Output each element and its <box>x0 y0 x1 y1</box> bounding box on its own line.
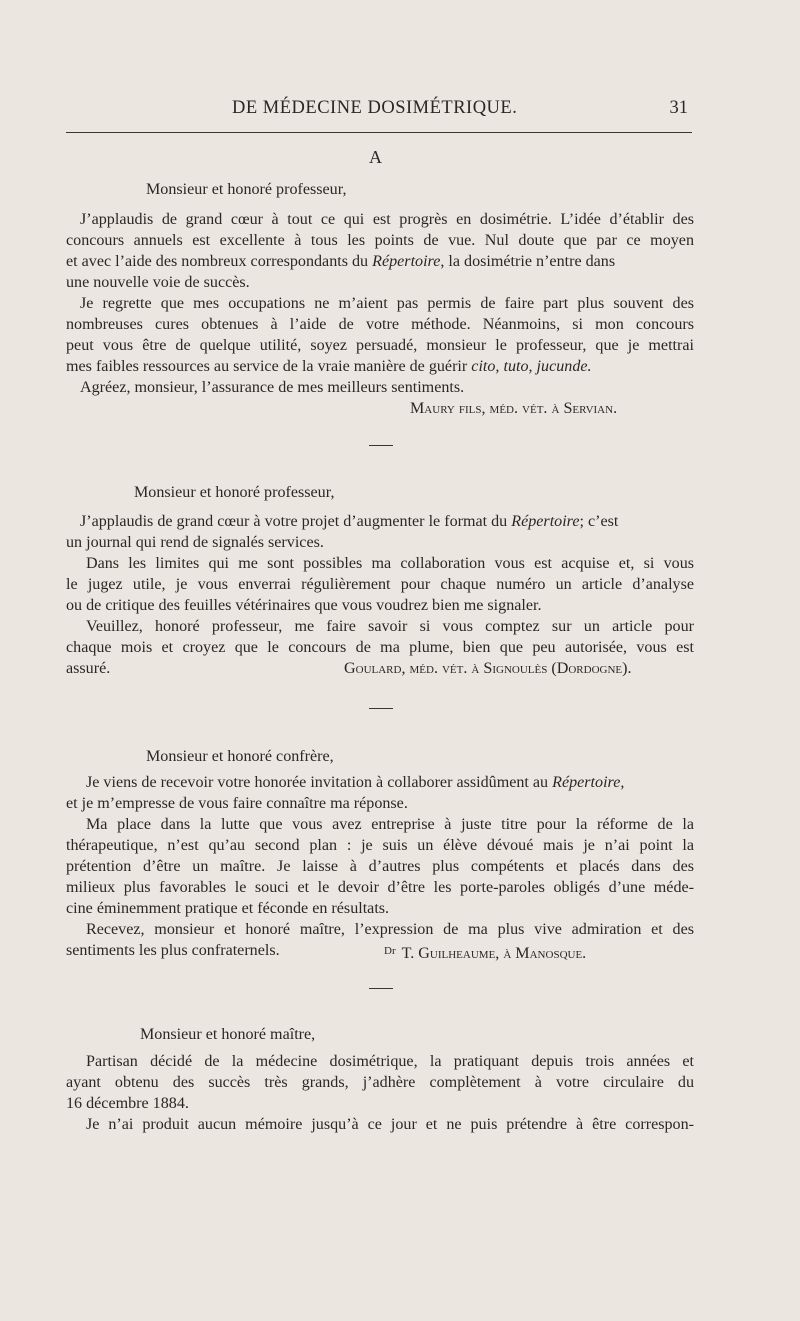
section-letter: A <box>369 147 382 167</box>
letter-4-line-1: Partisan décidé de la médecine dosimétrique, la pratiquant depuis trois années et <box>86 1053 694 1070</box>
letter-1-line-3-tail: , la dosimétrie n’entre dans <box>440 253 616 270</box>
header-rule <box>66 132 692 133</box>
letter-2-line-7: chaque mois et croyez que le concours de ma plume, bien que peu autorisée, vous est <box>66 639 694 656</box>
letter-4-line-3: 16 décembre 1884. <box>66 1095 189 1112</box>
letter-3-signature <box>384 941 586 964</box>
letter-3-line-1 <box>66 773 694 793</box>
letter-3-line-6: milieux plus favorables le souci et le devoir d’être les porte-paroles obligés d’une méde- <box>66 879 694 896</box>
letter-1-line-3 <box>66 252 694 272</box>
page-header <box>66 98 692 126</box>
letter-3-line-8: Recevez, monsieur et honoré maître, l’expression de ma plus vive admiration et des <box>86 921 694 938</box>
letter-3-salutation: Monsieur et honoré confrère, <box>146 748 334 765</box>
separator-dash <box>369 988 393 989</box>
letter-2-line-5: ou de critique des feuilles vétérinaires que vous voudrez bien me signaler. <box>66 597 542 614</box>
letter-1-line-2: concours annuels est excellente à tous les points de vue. Nul doute que par ce moyen <box>66 232 694 249</box>
signature-name: T. Guilheaume, à Manosque. <box>401 945 587 962</box>
letter-1-line-7: peut vous être de quelque utilité, soyez persuadé, monsieur le professeur, que je mettrai <box>66 337 694 354</box>
letter-4-salutation: Monsieur et honoré maître, <box>140 1026 316 1043</box>
letter-2-line-2: un journal qui rend de signalés services. <box>66 534 324 551</box>
letter-1-line-6: nombreuses cures obtenues à l’aide de votre méthode. Néanmoins, si mon concours <box>66 316 694 333</box>
letter-2-salutation: Monsieur et honoré professeur, <box>134 484 335 501</box>
letter-3-line-5: prétention d’être un maître. Je laisse à d’autres plus compétents et placés dans des <box>66 858 694 875</box>
letter-2-line-4: le jugez utile, je vous enverrai régulièrement pour chaque numéro un article d’analyse <box>66 576 694 593</box>
letter-1-line-1: J’applaudis de grand cœur à tout ce qui est progrès en dosimétrie. L’idée d’établir des <box>80 211 694 228</box>
running-title: DE MÉDECINE DOSIMÉTRIQUE. <box>232 98 518 118</box>
letter-1-line-8 <box>66 357 694 377</box>
letter-2-line-6: Veuillez, honoré professeur, me faire savoir si vous comptez sur un article pour <box>86 618 694 635</box>
letter-1-line-3-text: et avec l’aide des nombreux correspondants du <box>66 253 369 270</box>
letter-2-signature: Goulard, méd. vét. à Signoulès (Dordogne). <box>344 660 632 677</box>
italic-repertoire: Répertoire <box>372 253 441 270</box>
letter-4-line-4: Je n’ai produit aucun mémoire jusqu’à ce jour et ne puis prétendre à être correspon- <box>86 1116 694 1133</box>
letter-2-line-1-tail: ; c’est <box>579 513 619 530</box>
letter-1-line-4: une nouvelle voie de succès. <box>66 274 250 291</box>
letter-3-line-1-text: Je viens de recevoir votre honorée invitation à collaborer assidûment au <box>86 774 549 791</box>
letter-2-line-3: Dans les limites qui me sont possibles ma collaboration vous est acquise et, si vous <box>86 555 694 572</box>
separator-dash <box>369 708 393 709</box>
signature-title: Dr <box>384 945 396 957</box>
italic-repertoire: Répertoire, <box>552 774 625 791</box>
letter-1-line-8-text: mes faibles ressources au service de la vraie manière de guérir <box>66 358 468 375</box>
letter-2-line-1 <box>66 512 694 532</box>
letter-1-line-9: Agréez, monsieur, l’assurance de mes meilleurs sentiments. <box>80 379 465 396</box>
letter-1-signature: Maury fils, méd. vét. à Servian. <box>410 400 618 417</box>
letter-2-line-1-text: J’applaudis de grand cœur à votre projet d’augmenter le format du <box>80 513 508 530</box>
letter-3-line-3: Ma place dans la lutte que vous avez entreprise à juste titre pour la réforme de la <box>86 816 694 833</box>
letter-2-line-8: assuré. <box>66 660 111 677</box>
letter-1-line-5: Je regrette que mes occupations ne m’aient pas permis de faire part plus souvent des <box>80 295 694 312</box>
italic-repertoire: Répertoire <box>511 513 580 530</box>
letter-1-salutation: Monsieur et honoré professeur, <box>146 181 347 198</box>
letter-4-line-2: ayant obtenu des succès très grands, j’adhère complètement à votre circulaire du <box>66 1074 694 1091</box>
letter-3-line-4: thérapeutique, n’est qu’au second plan : je suis un élève dévoué mais je n’ai point la <box>66 837 694 854</box>
letter-3-line-7: cine éminemment pratique et féconde en résultats. <box>66 900 390 917</box>
letter-3-line-9: sentiments les plus confraternels. <box>66 942 280 959</box>
page-number: 31 <box>669 98 688 118</box>
italic-cito: cito, tuto, jucunde. <box>471 358 592 375</box>
letter-3-line-2: et je m’empresse de vous faire connaître ma réponse. <box>66 795 408 812</box>
separator-dash <box>369 445 393 446</box>
